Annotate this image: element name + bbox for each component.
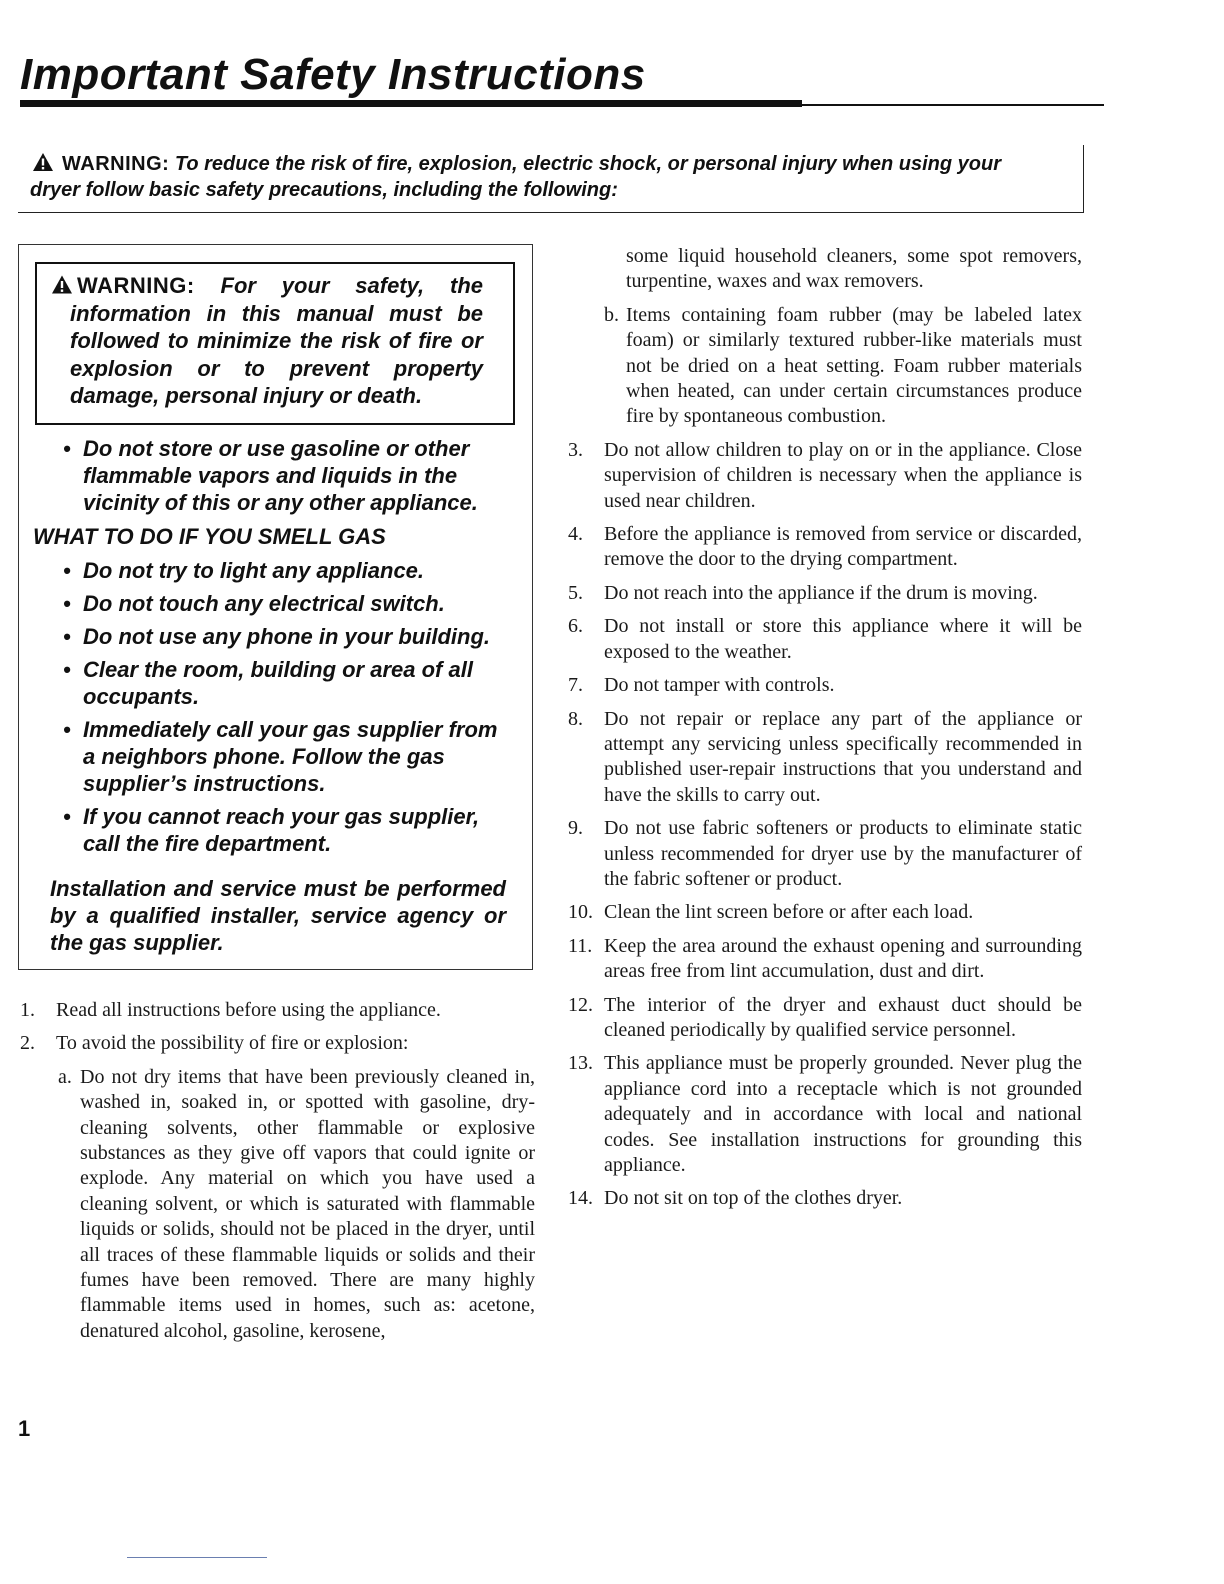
list-item: 14. Do not sit on top of the clothes dryer. — [568, 1187, 903, 1210]
gas-bullet-list — [60, 435, 515, 516]
list-item: 11. Keep the area around the exhaust opening and surrounding areas free from lint accumulation, dust and dirt. — [568, 934, 1082, 983]
installation-note: Installation and service must be performed by a qualified installer, service agency or the gas supplier. — [50, 876, 506, 955]
bullet-dot: • — [63, 717, 71, 742]
sub-item-continued: some liquid household cleaners, some spot removers, turpentine, waxes and wax removers. — [626, 245, 1082, 293]
bullet-dot: • — [63, 436, 71, 461]
bullet-dot: • — [63, 558, 71, 583]
bullet-dot: • — [63, 624, 71, 649]
page-number: 1 — [18, 1416, 31, 1441]
list-item: 2. To avoid the possibility of fire or explosion: — [20, 1032, 409, 1055]
list-item: • Clear the room, building or area of all occupants. — [63, 657, 473, 709]
title-rule-thin — [802, 104, 1104, 106]
warning-triangle-icon — [51, 274, 73, 295]
smell-gas-heading: WHAT TO DO IF YOU SMELL GAS — [33, 524, 386, 549]
right-instructions — [568, 244, 1082, 1212]
smell-gas-list — [60, 557, 515, 857]
left-instructions — [20, 998, 535, 1344]
list-item: 1. Read all instructions before using the appliance. — [20, 999, 441, 1021]
list-item: 5. Do not reach into the appliance if the drum is moving. — [568, 581, 1038, 604]
footer-rule — [127, 1557, 267, 1558]
list-item: 13. This appliance must be properly grounded. Never plug the appliance cord into a receptacle which is not grounded adequately and in accordance with local and national codes. See installation instructions for grounding this appliance. — [568, 1052, 1082, 1176]
list-item: 7. Do not tamper with controls. — [568, 674, 835, 697]
warning-first-line: For your safety, the — [220, 273, 483, 298]
list-item: • Do not use any phone in your building. — [63, 624, 490, 649]
bullet-dot: • — [63, 591, 71, 616]
list-item: 3. Do not allow children to play on or in the appliance. Close supervision of children is necessary when the appliance is used near children. — [568, 438, 1082, 512]
list-item: 6. Do not install or store this appliance where it will be exposed to the weather. — [568, 615, 1082, 663]
warning-label: WARNING: — [62, 153, 170, 175]
list-item: a. Do not dry items that have been previously cleaned in, washed in, soaked in, or spotted with gasoline, dry-cleaning solvents, other flammable or explosive substances as they give off vapors that could ignite or explode. Any material on which you have used a cleaning solvent, or which is saturated with flammable liquids or solids, should not be placed in the dryer, until all traces of these flammable liquids or solids and their fumes have been removed. There are many highly flammable items used in homes, such as: acetone, denatured alcohol, gasoline, kerosene, — [58, 1065, 535, 1342]
list-item: • Do not store or use gasoline or other flammable vapors and liquids in the vicinity of this or any other appliance. — [63, 436, 478, 515]
warning-text: To reduce the risk of fire, explosion, electric shock, or personal injury when using your — [174, 153, 1002, 175]
list-item: 8. Do not repair or replace any part of the appliance or attempt any servicing unless specifically recommended in published user-repair instructions that you understand and have the skills to carry out. — [568, 707, 1082, 806]
warning-body: information in this manual must be followed to minimize the risk of fire or explosion or to prevent property damage, personal injury or death. — [70, 300, 483, 408]
list-item: 10. Clean the lint screen before or after each load. — [568, 901, 974, 924]
title-rule — [20, 100, 802, 107]
bullet-dot: • — [63, 804, 71, 829]
list-item: • Do not touch any electrical switch. — [63, 591, 445, 616]
list-item: • Immediately call your gas supplier from a neighbors phone. Follow the gas supplier’s instructions. — [63, 717, 498, 796]
warning-label: WARNING: — [77, 273, 195, 298]
list-item: b. Items containing foam rubber (may be labeled latex foam) or similarly textured rubber-like materials must not be dried on a heat setting. Foam rubber materials when heated, can under certain circumstances produce fire by spontaneous combustion. — [604, 303, 1082, 428]
top-warning-box — [18, 145, 1084, 213]
list-item: • If you cannot reach your gas supplier, call the fire department. — [63, 804, 480, 856]
warning-text-line2: dryer follow basic safety precautions, including the following: — [30, 179, 618, 201]
list-item: 12. The interior of the dryer and exhaust duct should be cleaned periodically by qualified service personnel. — [568, 993, 1082, 1041]
list-item: 9. Do not use fabric softeners or products to eliminate static unless recommended for dryer use by the manufacturer of the fabric softener or product. — [568, 817, 1082, 890]
list-item: • Do not try to light any appliance. — [63, 558, 425, 583]
warning-triangle-icon — [32, 152, 54, 172]
bullet-dot: • — [63, 657, 71, 682]
list-item: 4. Before the appliance is removed from service or discarded, remove the door to the drying compartment. — [568, 523, 1082, 571]
page-title: Important Safety Instructions — [20, 50, 646, 99]
manual-warning-box — [35, 262, 515, 425]
